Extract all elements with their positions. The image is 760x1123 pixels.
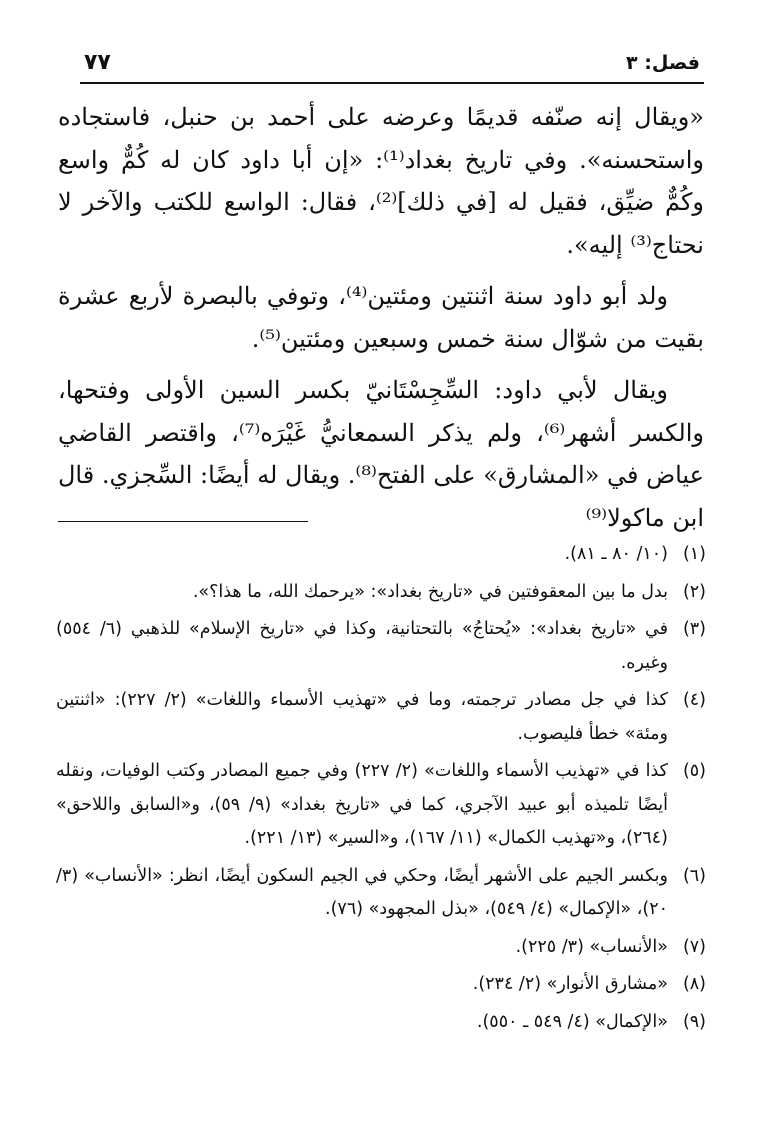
footnote-text: كذا في جل مصادر ترجمته، وما في «تهذيب الأسماء واللغات» (٢/ ٢٢٧): «اثنتين ومئة» خطأ فليصوب.	[56, 690, 668, 744]
footnote-number: (٥)	[682, 761, 706, 781]
footnote-6	[56, 860, 706, 927]
footnote-text: بدل ما بين المعقوفتين في «تاريخ بغداد»: «يرحمك الله، ما هذا؟».	[192, 581, 668, 602]
footnote-divider	[58, 521, 308, 522]
footnote-text: كذا في «تهذيب الأسماء واللغات» (٢/ ٢٢٧) وفي جميع المصادر وكتب الوفيات، ونقله أيضًا تلميذه أبو عبيد الآجري، كما في «تاريخ بغداد» (٩/ ٥٩)، و«السابق واللاحق» (٢٦٤)، و«تهذيب الكمال» (١١/ ١٦٧)، و«السير» (١٣/ ٢٢١).	[56, 761, 668, 848]
footnote-8	[56, 968, 706, 1002]
footnote-number: (٩)	[682, 1011, 706, 1032]
footnote-number: (٤)	[682, 690, 706, 710]
footnote-text: «الأنساب» (٣/ ٢٢٥).	[515, 936, 668, 957]
running-header	[80, 42, 704, 84]
chapter-label: فصل: ٣	[626, 52, 700, 74]
footnotes-list	[56, 538, 706, 1043]
page-number: ٧٧	[84, 50, 111, 75]
main-text	[58, 96, 704, 539]
paragraph-1: «ويقال إنه صنّفه قديمًا وعرضه على أحمد بن حنبل، فاستجاده واستحسنه». وفي تاريخ بغداد⁽¹⁾: «إن أبا داود كان له كُمٌّ واسع وكُمٌّ ضيِّق، فقيل له [في ذلك]⁽²⁾، فقال: الواسع للكتب والآخر لا نحتاج⁽³⁾ إليه».	[58, 103, 705, 259]
footnote-number: (٢)	[682, 581, 706, 602]
footnote-number: (٦)	[682, 865, 706, 886]
footnote-2	[56, 576, 706, 610]
footnote-text: (١٠/ ٨٠ ـ ٨١).	[564, 544, 668, 564]
footnote-number: (٨)	[682, 974, 706, 994]
footnote-5	[56, 755, 706, 856]
footnote-1	[56, 538, 706, 572]
footnote-text: «مشارق الأنوار» (٢/ ٢٣٤).	[472, 974, 668, 994]
footnote-number: (١)	[682, 544, 706, 564]
paragraph-3: ويقال لأبي داود: السِّجِسْتَانيّ بكسر السين الأولى وفتحها، والكسر أشهر⁽⁶⁾، ولم يذكر السمعانيُّ غَيْرَه⁽⁷⁾، واقتصر القاضي عياض في «المشارق» على الفتح⁽⁸⁾. ويقال له أيضًا: السِّجزي. قال ابن ماكولا⁽⁹⁾	[57, 376, 704, 532]
footnote-text: وبكسر الجيم على الأشهر أيضًا، وحكي في الجيم السكون أيضًا، انظر: «الأنساب» (٣/ ٢٠)، «الإكمال» (٤/ ٥٤٩)، «بذل المجهود» (٧٦).	[56, 865, 668, 919]
footnote-text: في «تاريخ بغداد»: «يُحتاجُ» بالتحتانية، وكذا في «تاريخ الإسلام» للذهبي (٦/ ٥٥٤) وغيره.	[56, 619, 668, 673]
footnote-number: (٧)	[682, 936, 706, 957]
footnote-text: «الإكمال» (٤/ ٥٤٩ ـ ٥٥٠).	[476, 1011, 668, 1032]
footnote-4	[56, 684, 706, 751]
paragraph-2: ولد أبو داود سنة اثنتين ومئتين⁽⁴⁾، وتوفي بالبصرة لأربع عشرة بقيت من شوّال سنة خمس وسبعين ومئتين⁽⁵⁾.	[58, 282, 704, 353]
footnote-3	[56, 613, 706, 680]
footnote-9	[56, 1006, 706, 1040]
footnote-number: (٣)	[682, 619, 706, 639]
footnote-7	[56, 931, 706, 965]
